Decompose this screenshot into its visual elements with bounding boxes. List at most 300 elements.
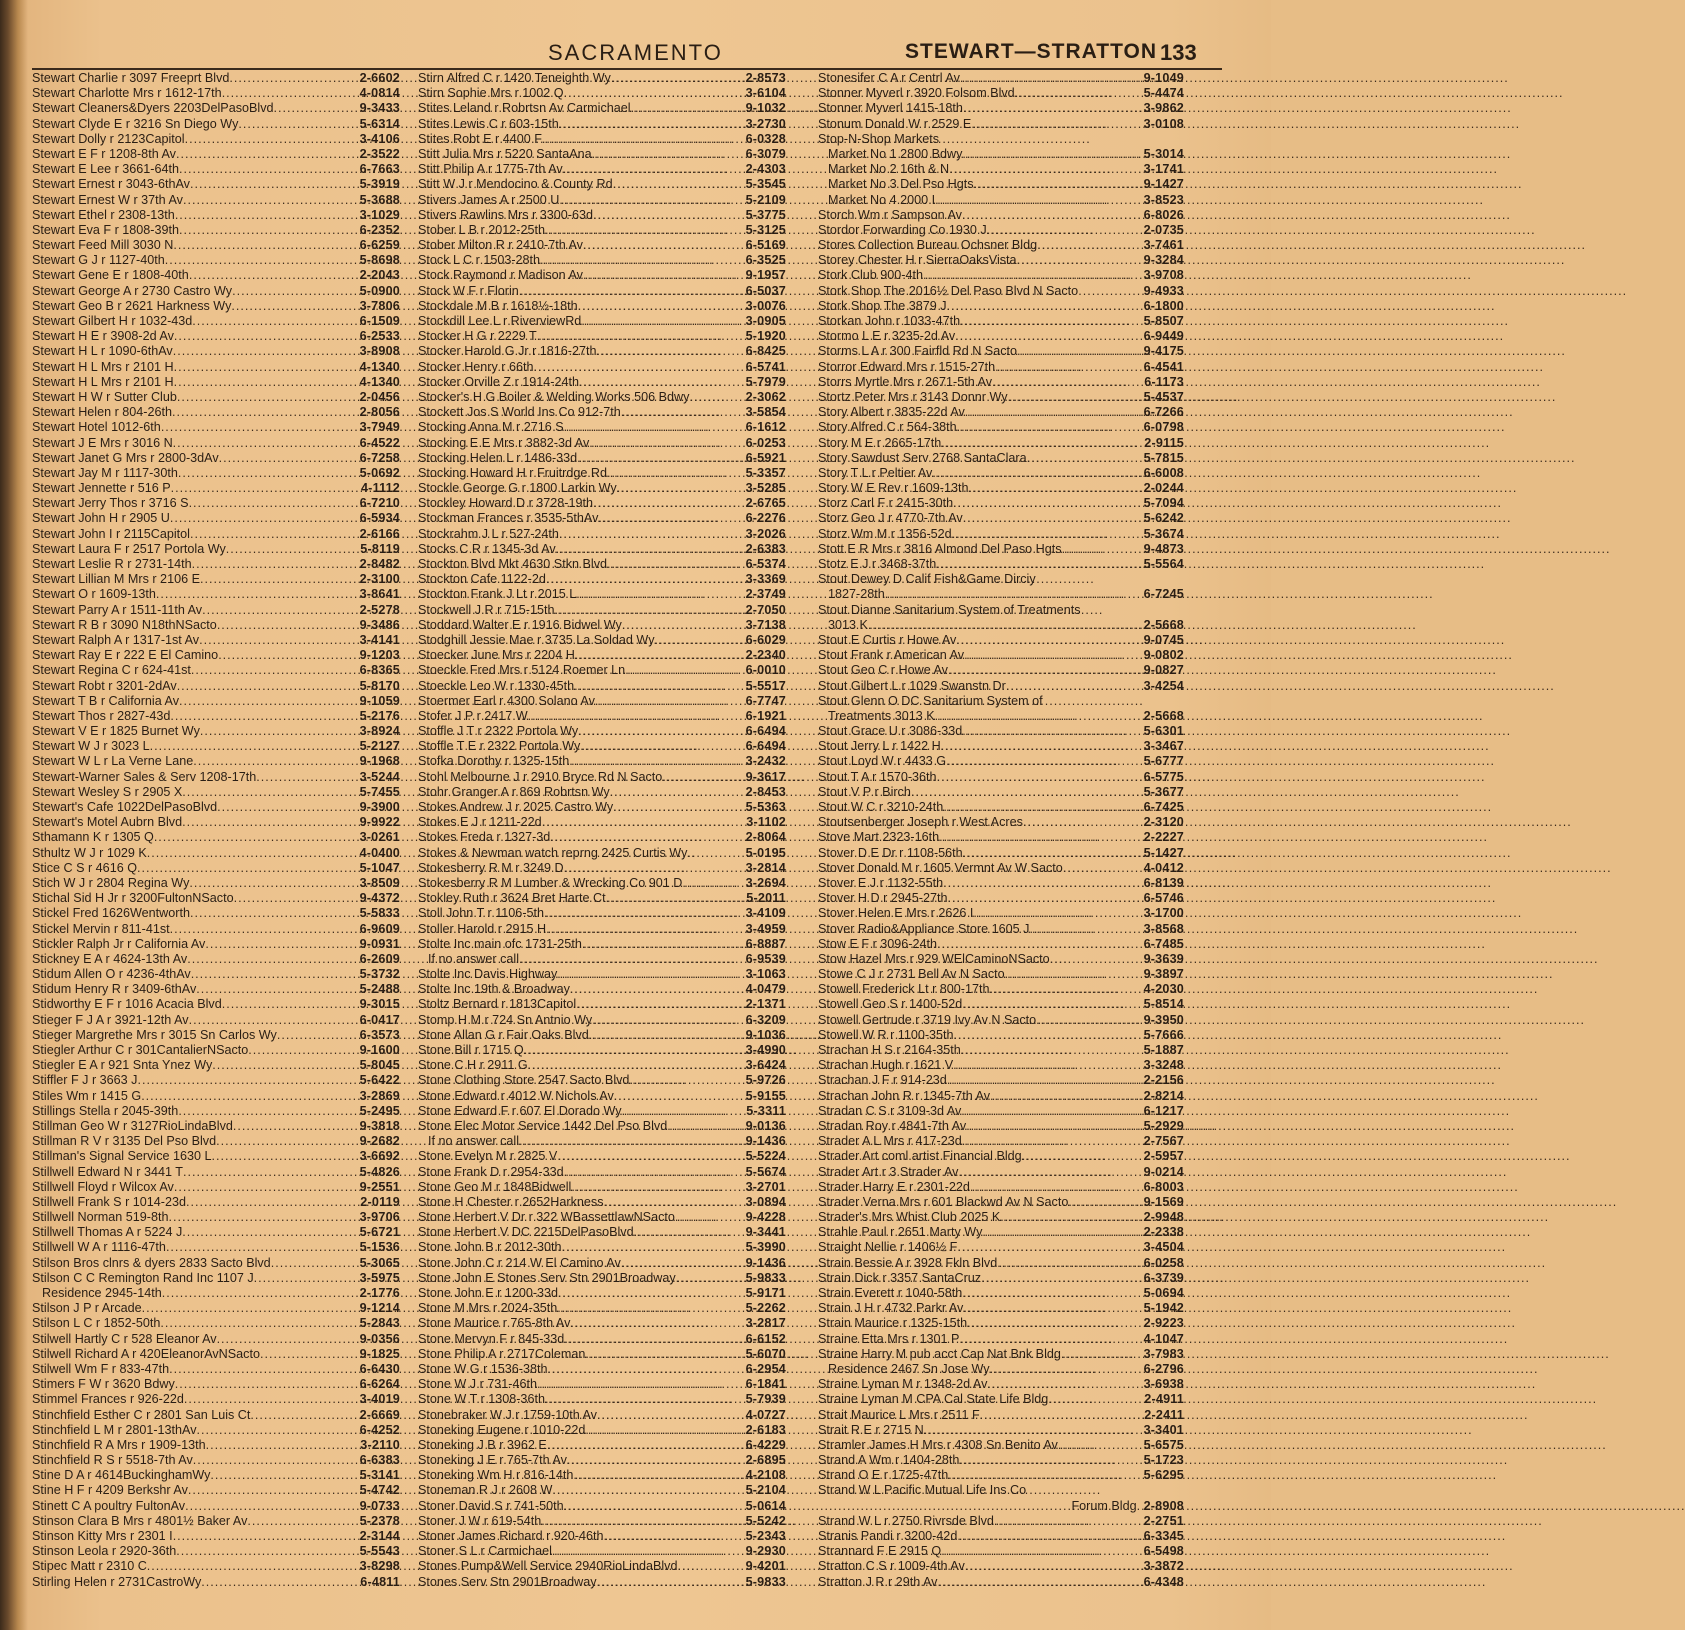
leader-dots	[911, 785, 1143, 800]
listing-name: Stites Leland r Robrtsn Av Carmichael	[418, 101, 631, 116]
listing-name: Stewart W L r La Verne Lane	[32, 754, 194, 769]
listing-phone: 5-2343	[745, 1529, 786, 1543]
listing-phone: 6-0010	[745, 663, 786, 678]
leader-dots	[546, 922, 744, 937]
listing-phone: 6-0417	[359, 1012, 400, 1027]
listing-entry	[32, 1028, 400, 1043]
leader-dots	[178, 466, 359, 481]
listing-name: Strand A Wm r 1404-28th	[818, 1453, 960, 1468]
listing-entry	[32, 830, 400, 845]
listing-name: Stocker Harold G Jr r 1816-27th	[418, 344, 597, 359]
listing-phone: 9-1036	[745, 1027, 786, 1042]
listing-entry	[818, 1301, 1184, 1316]
listing-phone: 6-0258	[1143, 1255, 1184, 1270]
leader-dots	[1048, 1392, 1143, 1407]
listing-name: Strachan Hugh r 1621 V	[818, 1058, 954, 1073]
listing-phone: 6-9609	[359, 921, 400, 936]
listing-phone: 5-1887	[1143, 1043, 1184, 1057]
listing-phone: 3-1063	[745, 967, 786, 982]
leader-dots	[200, 724, 359, 739]
listing-entry	[818, 1119, 1184, 1134]
leader-dots	[1005, 967, 1143, 982]
listing-entry	[418, 1149, 786, 1164]
leader-dots	[583, 238, 745, 253]
leader-dots	[1081, 603, 1185, 618]
listing-name: Stowell Gertrude r 3719 Ivy Av N Sacto	[818, 1012, 1037, 1027]
listing-entry	[32, 1256, 400, 1271]
listing-phone: 2-3749	[745, 587, 786, 602]
leader-dots	[147, 846, 359, 861]
leader-dots	[191, 663, 359, 678]
listing-phone: 6-1841	[745, 1377, 786, 1392]
listing-phone: 9-0214	[1143, 1164, 1184, 1179]
listing-name: Story W E Rev r 1609-13th	[818, 481, 969, 496]
listing-entry	[818, 1408, 1184, 1423]
leader-dots	[559, 527, 745, 542]
leader-dots	[992, 375, 1143, 390]
listing-entry	[32, 1544, 400, 1559]
listing-entry	[32, 1165, 400, 1180]
leader-dots	[578, 299, 745, 314]
leader-dots	[196, 982, 358, 997]
leader-dots	[559, 193, 744, 208]
listing-entry	[418, 1544, 786, 1559]
listing-phone: 2-6765	[745, 496, 786, 511]
leader-dots	[192, 557, 359, 572]
listing-phone: 9-1427	[1143, 177, 1184, 192]
leader-dots	[997, 1256, 1142, 1271]
listing-name: Stowell Frederick Lt r 800-17th	[818, 982, 990, 997]
listing-entry	[818, 466, 1184, 481]
listing-entry	[32, 663, 400, 678]
listing-entry	[32, 1195, 400, 1210]
leader-dots	[562, 1240, 745, 1255]
leader-dots	[941, 739, 1143, 754]
leader-dots	[557, 1149, 744, 1164]
listing-name: Stokesberry R M Lumber & Wrecking Co 901 D	[418, 875, 683, 890]
leader-dots	[564, 86, 745, 101]
listing-entry	[818, 830, 1184, 845]
listing-phone: 3-0905	[745, 314, 786, 328]
listing-phone: 2-2227	[1143, 830, 1184, 845]
listing-phone: 5-2176	[359, 708, 400, 723]
listing-phone: 6-6259	[359, 238, 400, 253]
listing-column-3	[818, 71, 1184, 1590]
listing-phone: 3-4254	[1143, 678, 1184, 693]
listing-name: Stimers F W r 3620 Bdwy	[32, 1377, 175, 1392]
leader-dots	[965, 405, 1143, 420]
listing-entry	[818, 177, 1184, 192]
listing-name: Stinson Kitty Mrs r 2301 I	[32, 1529, 173, 1543]
listing-entry	[32, 1468, 400, 1483]
listing-name: Stork Shop The 3879 J	[818, 298, 947, 313]
listing-phone: 9-1968	[359, 754, 400, 769]
listing-name: Stimmel Frances r 926-22d	[32, 1392, 184, 1407]
listing-phone: 9-3284	[1143, 253, 1184, 268]
listing-phone: 3-2694	[745, 875, 786, 890]
leader-dots	[156, 587, 359, 602]
listing-name: Stone John E Stones Serv Stn 2901Broadway	[418, 1270, 676, 1285]
listing-entry	[818, 785, 1184, 800]
listing-name: Stonner Myverl 1415-18th	[818, 101, 963, 116]
listing-entry	[818, 1013, 1184, 1028]
listing-phone: 9-3433	[359, 101, 400, 116]
leader-dots	[611, 71, 745, 86]
listing-name: Stewart Dolly r 2123Capitol	[32, 131, 185, 146]
listing-entry	[32, 906, 400, 921]
listing-name: Stoner S L r Carmichael	[418, 1544, 552, 1559]
listing-entry	[818, 223, 1184, 238]
listing-entry	[818, 770, 1184, 785]
listing-phone: 3-9708	[1143, 268, 1184, 283]
listing-entry	[818, 390, 1184, 405]
listing-phone: 5-3677	[1143, 784, 1184, 799]
listing-entry	[418, 284, 786, 299]
listing-name: Stivers Rawlins Mrs r 3300-63d	[418, 207, 593, 222]
listing-name: Stewart H L Mrs r 2101 H	[32, 359, 174, 374]
listing-column-1	[32, 71, 400, 1590]
leader-dots	[935, 709, 1143, 724]
listing-entry	[818, 648, 1184, 663]
listing-entry	[32, 997, 400, 1012]
listing-phone: 5-3990	[745, 1240, 786, 1255]
listing-name: Stewart T B r California Av	[32, 693, 179, 708]
listing-name: Stoneman R J r 2608 W	[418, 1483, 553, 1498]
listing-name: Stewart H L Mrs r 2101 H	[32, 374, 174, 389]
leader-dots	[564, 1499, 745, 1514]
listing-name: Stewart Geo B r 2621 Harkness Wy	[32, 298, 232, 313]
page-header	[30, 38, 1250, 68]
listing-name: Market No 4 2000 I	[828, 192, 936, 207]
listing-entry	[818, 1089, 1184, 1104]
listing-phone: 5-3065	[359, 1255, 400, 1270]
listing-name: Stewart H L r 1090-6thAv	[32, 344, 173, 359]
listing-entry	[418, 1165, 786, 1180]
listing-entry	[32, 268, 400, 283]
listing-phone: 6-7425	[1143, 800, 1184, 814]
listing-entry	[818, 1225, 1184, 1240]
listing-name: Stortz Peter Mrs r 3143 Donnr Wy	[818, 389, 1008, 404]
listing-entry	[818, 997, 1184, 1012]
listing-name: Stone H Chester r 2652Harkness	[418, 1194, 604, 1209]
listing-entry	[32, 1089, 400, 1104]
leader-dots	[963, 1301, 1142, 1316]
listing-entry	[32, 603, 400, 618]
listing-name: Stiegler E A r 921 Snta Ynez Wy	[32, 1058, 213, 1073]
leader-dots	[186, 1195, 359, 1210]
listing-entry	[418, 830, 786, 845]
leader-dots	[965, 1559, 1143, 1574]
leader-dots	[212, 1149, 359, 1164]
listing-entry	[418, 314, 786, 329]
listing-phone: 6-6008	[1143, 465, 1184, 480]
listing-name: Market No 1 2800 Bdwy	[828, 146, 963, 161]
listing-phone: 6-5746	[1143, 891, 1184, 906]
listing-entry	[818, 71, 1184, 86]
listing-phone: 5-4742	[359, 1483, 400, 1498]
leader-dots	[606, 891, 746, 906]
listing-phone: 5-9833	[745, 1270, 786, 1285]
listing-name: Stice C S r 4616 Q	[32, 860, 137, 875]
leader-dots	[231, 299, 358, 314]
listing-phone: 2-8214	[1143, 1088, 1184, 1103]
listing-phone: 5-0900	[359, 283, 400, 298]
listing-entry	[818, 557, 1184, 572]
listing-name: Stonum Donald W r 2529 E	[818, 116, 972, 131]
leader-dots	[238, 117, 358, 132]
leader-dots	[947, 299, 1143, 314]
listing-entry	[818, 800, 1184, 815]
leader-dots	[557, 967, 744, 982]
listing-name: Stoneking Wm H r 816-14th	[418, 1468, 574, 1483]
listing-phone: 3-4109	[745, 906, 786, 921]
listing-phone: 5-7979	[745, 374, 786, 389]
listing-name: Stockrahm J L r 527-24th	[418, 526, 559, 541]
leader-dots	[271, 1256, 359, 1271]
leader-dots	[946, 754, 1142, 769]
listing-name: Stewart Robt r 3201-2dAv	[32, 678, 177, 693]
listing-entry	[818, 405, 1184, 420]
listing-name: Stott E R Mrs r 3816 Almond Del Paso Hgts	[818, 541, 1062, 556]
listing-name: Stillwell Frank S r 1014-23d	[32, 1194, 186, 1209]
listing-entry	[818, 117, 1184, 132]
leader-dots	[962, 1286, 1142, 1301]
listing-name: Stone Allan G r Fair Oaks Blvd	[418, 1027, 589, 1042]
leader-dots	[967, 1316, 1142, 1331]
listing-entry	[32, 329, 400, 344]
leader-dots	[980, 1408, 1144, 1423]
listing-phone: 4-0814	[359, 86, 400, 101]
listing-phone: 5-8514	[1143, 997, 1184, 1012]
listing-entry	[32, 1225, 400, 1240]
leader-dots	[170, 709, 358, 724]
leader-dots	[191, 967, 359, 982]
listing-entry	[818, 906, 1184, 921]
listing-entry	[418, 1180, 786, 1195]
listing-phone: 6-5498	[1143, 1544, 1184, 1559]
listing-name: Stilwell Richard A r 420EleanorAvNSacto	[32, 1346, 260, 1361]
listing-phone: 6-6494	[745, 724, 786, 739]
listing-name: Stout Dewey D Calif Fish&Game Dirciy	[818, 572, 1036, 587]
listing-entry	[418, 405, 786, 420]
listing-phone: 9-1032	[745, 101, 786, 116]
listing-name: Residence 2467 Sn Jose Wy	[828, 1361, 990, 1376]
listing-name: Stewart Gilbert H r 1032-43d	[32, 314, 193, 328]
listing-phone: 4-1112	[360, 481, 400, 496]
listing-entry	[818, 268, 1184, 283]
listing-name: Stocker Orville Z r 1914-24th	[418, 374, 579, 389]
leader-dots	[179, 223, 359, 238]
listing-name: Straine Etta Mrs r 1301 P	[818, 1331, 960, 1346]
leader-dots	[548, 1362, 745, 1377]
listing-name: Stone M Mrs r 2024-35th	[418, 1301, 558, 1316]
listing-entry	[418, 1256, 786, 1271]
listing-phone: 3-3872	[1143, 1559, 1184, 1574]
listing-phone: 2-2338	[1143, 1225, 1184, 1240]
listing-phone: 9-1059	[359, 693, 400, 708]
listing-name: Stillwell Floyd r Wilcox Av	[32, 1179, 174, 1194]
listing-entry	[32, 1013, 400, 1028]
listing-name: Storey Chester H r SierraOaksVista	[818, 253, 1017, 268]
listing-entry	[818, 1347, 1184, 1362]
leader-dots	[519, 1134, 745, 1149]
listing-phone: 5-7939	[745, 1392, 786, 1407]
leader-dots	[1022, 1149, 1143, 1164]
listing-entry	[818, 587, 1184, 602]
listing-entry	[818, 1028, 1184, 1043]
listing-name: Stover H D r 2945-27th	[818, 891, 948, 906]
leader-dots	[981, 1271, 1142, 1286]
listing-phone: 2-0456	[359, 389, 400, 404]
leader-dots	[577, 451, 744, 466]
listing-entry	[818, 967, 1184, 982]
listing-phone: 5-3688	[359, 192, 400, 207]
listing-phone: 5-3775	[745, 207, 786, 222]
listing-name: Stewart Leslie R r 2731-14th	[32, 557, 192, 571]
listing-name: Stirn Alfred C r 1420 Teneighth Wy	[418, 71, 611, 85]
listing-name: Stickel Fred 1626Wentworth	[32, 906, 190, 921]
listing-phone: 3-6104	[745, 86, 786, 101]
listing-entry	[818, 922, 1184, 937]
listing-name: Stork Shop The 2016½ Del Paso Blvd N Sacto	[818, 283, 1079, 298]
listing-entry	[818, 618, 1184, 633]
leader-dots	[174, 360, 359, 375]
listing-entry	[818, 709, 1184, 724]
listing-entry	[418, 496, 786, 511]
leader-dots	[219, 451, 359, 466]
listing-name: Stilson J P r Arcade	[32, 1301, 142, 1316]
listing-entry	[418, 147, 786, 162]
leader-dots	[622, 1104, 746, 1119]
listing-name: Stover Donald M r 1605 Vermnt Av W Sacto	[818, 860, 1063, 875]
listing-phone: 3-6938	[1143, 1377, 1184, 1392]
leader-dots	[973, 906, 1142, 921]
listing-entry	[818, 679, 1184, 694]
listing-entry	[32, 436, 400, 451]
listing-name: Stockle George G r 1800 Larkin Wy	[418, 481, 617, 496]
leader-dots	[170, 511, 359, 526]
listing-entry	[418, 1499, 786, 1514]
listing-entry	[818, 344, 1184, 359]
leader-dots	[178, 1104, 358, 1119]
listing-phone: 5-0614	[745, 1498, 786, 1513]
listing-phone: 2-3120	[1143, 815, 1184, 830]
listing-phone: 4-0727	[745, 1407, 786, 1422]
listing-name: Stewart Eva F r 1808-39th	[32, 222, 179, 237]
listing-phone: 6-2276	[745, 511, 786, 526]
listing-phone: 2-4911	[1144, 1392, 1184, 1407]
listing-name: Stone Geo M r 1848Bidwell	[418, 1179, 572, 1194]
leader-dots	[924, 1423, 1143, 1438]
leader-dots	[162, 1286, 359, 1301]
listing-phone: 6-4811	[360, 1574, 400, 1589]
listing-phone: 6-1612	[745, 420, 786, 435]
listing-entry	[32, 1529, 400, 1544]
listing-name: Stockett Jos S World Ins Co 912-7th	[418, 405, 621, 420]
listing-phone: 5-8170	[359, 678, 400, 693]
leader-dots	[1023, 815, 1143, 830]
listing-name: Stockley Howard D r 3728-19th	[418, 496, 593, 511]
leader-dots	[935, 193, 1142, 208]
listing-phone: 9-3818	[359, 1118, 400, 1133]
leader-dots	[199, 633, 358, 648]
leader-dots	[943, 876, 1143, 891]
listing-name: Stratton J R r 29th Av	[818, 1574, 938, 1589]
listing-name: Stewart Jerry Thos r 3716 S	[32, 496, 189, 511]
leader-dots	[171, 481, 360, 496]
listing-entry	[418, 1195, 786, 1210]
listing-entry	[818, 132, 1184, 147]
leader-dots	[990, 982, 1143, 997]
listing-phone: 2-2411	[1144, 1407, 1184, 1422]
leader-dots	[229, 71, 358, 86]
listing-name: Stieger F J A r 3921-12th Av	[32, 1012, 189, 1027]
listing-name: Strannard F E 2915 Q	[818, 1544, 942, 1559]
listing-name: Storms L A r 300 Fairfld Rd N Sacto	[818, 344, 1018, 359]
listing-name: Stites Lewis C r 603-15th	[418, 116, 559, 131]
leader-dots	[582, 937, 745, 952]
listing-name: If no answer call	[428, 1134, 519, 1149]
leader-dots	[923, 268, 1143, 283]
listing-entry	[418, 846, 786, 861]
listing-name: Stradan C S r 3109-3d Av	[818, 1103, 962, 1118]
listing-phone: 6-2796	[1143, 1361, 1184, 1376]
leader-dots	[597, 1408, 745, 1423]
listing-phone: 3-8509	[359, 875, 400, 890]
name-range-heading: STEWART—STRATTON	[905, 40, 1158, 63]
listing-phone: 2-8453	[745, 784, 786, 799]
leader-dots	[614, 1089, 745, 1104]
listing-name: Stich W J r 2804 Regina Wy	[32, 875, 190, 890]
listing-name: Strachan John R r 1345-7th Av	[818, 1088, 990, 1103]
listing-entry	[418, 739, 786, 754]
leader-dots	[937, 937, 1143, 952]
listing-phone: 6-8365	[359, 663, 400, 678]
listing-entry	[818, 1377, 1184, 1392]
listing-entry	[418, 1559, 786, 1574]
book-binding-shadow	[0, 0, 28, 1630]
listing-phone: 2-2340	[745, 648, 786, 663]
listing-phone: 3-4019	[359, 1392, 400, 1407]
listing-entry	[32, 314, 400, 329]
leader-dots	[173, 238, 358, 253]
listing-phone: 3-8523	[1143, 192, 1184, 207]
listing-entry	[32, 1149, 400, 1164]
listing-entry	[818, 1058, 1184, 1073]
listing-phone: 3-2730	[745, 116, 786, 131]
listing-name: Stewart Feed Mill 3030 N	[32, 238, 174, 253]
listing-phone: 6-5921	[745, 450, 786, 465]
listing-name: Stover E J r 1132-55th	[818, 875, 944, 890]
listing-name: Stillwell Norman 519-8th	[32, 1210, 169, 1225]
leader-dots	[173, 344, 359, 359]
listing-phone: 9-4873	[1143, 541, 1184, 556]
listing-name: Stout Geo C r Howe Av	[818, 663, 948, 678]
listing-name: Sthultz W J r 1029 K	[32, 845, 147, 860]
leader-dots	[217, 1332, 359, 1347]
listing-name: Stiffler F J r 3663 J	[32, 1073, 138, 1088]
listing-phone: 3-5285	[745, 481, 786, 496]
listing-entry	[418, 1210, 786, 1225]
leader-dots	[1008, 390, 1143, 405]
listing-phone: 5-2262	[745, 1301, 786, 1316]
listing-entry	[418, 1134, 786, 1149]
leader-dots	[197, 1423, 359, 1438]
listing-entry	[418, 891, 786, 906]
listing-name: Stewart Jay M r 1117-30th	[32, 465, 178, 480]
listing-phone: 6-2609	[359, 951, 400, 966]
listing-name: Stinchfield L M r 2801-13thAv	[32, 1422, 197, 1437]
